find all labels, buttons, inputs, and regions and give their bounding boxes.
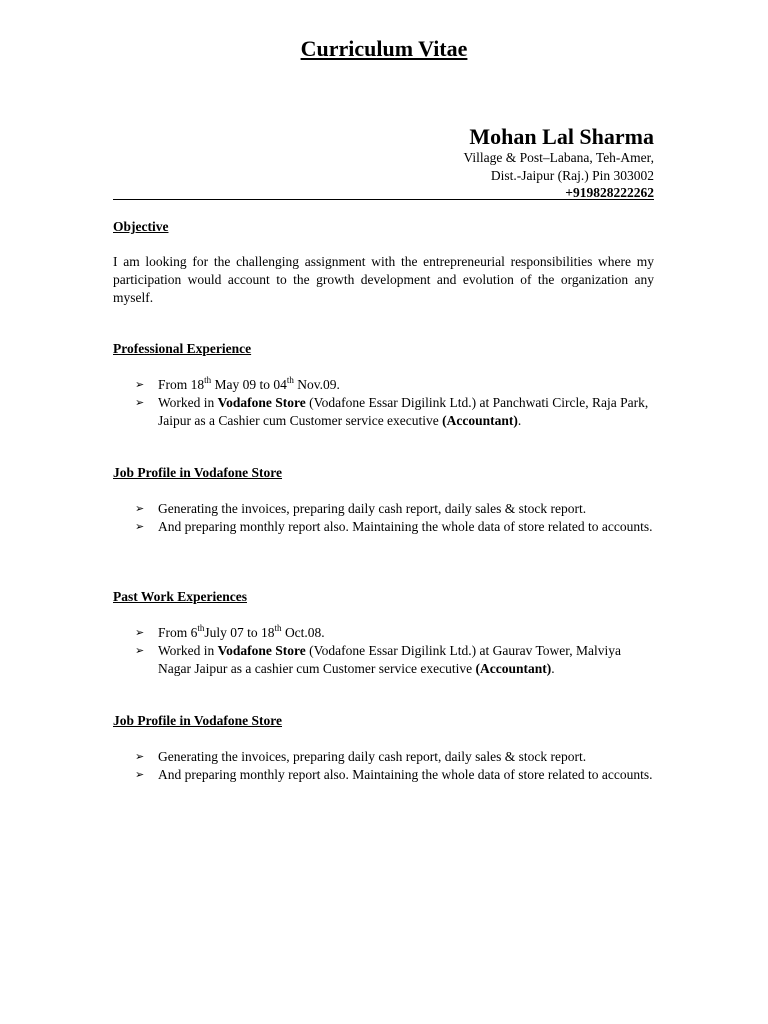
arrow-bullet-icon: ➢ xyxy=(135,644,145,657)
job-profile-list xyxy=(113,748,654,784)
document-title: Curriculum Vitae xyxy=(300,36,468,61)
header-divider xyxy=(113,199,654,200)
phone-number: +919828222262 xyxy=(565,185,654,200)
job-profile-list xyxy=(113,500,654,536)
professional-experience-list xyxy=(113,376,654,430)
candidate-name: Mohan Lal Sharma xyxy=(469,124,654,149)
list-item: ➢ From 6thJuly 07 to 18th Oct.08. xyxy=(135,623,325,640)
job-profile-heading: Job Profile in Vodafone Store xyxy=(113,713,283,728)
past-experience-heading: Past Work Experiences xyxy=(113,589,247,604)
objective-heading: Objective xyxy=(113,219,169,234)
list-item: ➢ Worked in Vodafone Store (Vodafone Essar Digilink Ltd.) at Gaurav Tower, Malviya Nagar Jaipur as a cashier cum Customer service executive (Accountant). xyxy=(135,643,621,676)
list-item: ➢ Worked in Vodafone Store (Vodafone Essar Digilink Ltd.) at Panchwati Circle, Raja Park, Jaipur as a Cashier cum Customer service executive (Accountant). xyxy=(135,395,649,428)
arrow-bullet-icon: ➢ xyxy=(135,396,145,409)
list-item: ➢ Generating the invoices, preparing daily cash report, daily sales & stock report. xyxy=(135,749,587,764)
professional-experience-heading: Professional Experience xyxy=(113,341,252,356)
arrow-bullet-icon: ➢ xyxy=(135,378,145,391)
list-item: ➢ From 18th May 09 to 04th Nov.09. xyxy=(135,375,340,392)
job-profile-heading: Job Profile in Vodafone Store xyxy=(113,465,283,480)
past-experience-list xyxy=(113,624,654,678)
list-item: ➢ Generating the invoices, preparing daily cash report, daily sales & stock report. xyxy=(135,501,587,516)
list-item: ➢ And preparing monthly report also. Maintaining the whole data of store related to accounts. xyxy=(135,767,653,782)
arrow-bullet-icon: ➢ xyxy=(135,626,145,639)
address-line-2: Dist.-Jaipur (Raj.) Pin 303002 xyxy=(490,168,654,183)
arrow-bullet-icon: ➢ xyxy=(135,520,145,533)
list-item: ➢ And preparing monthly report also. Maintaining the whole data of store related to accounts. xyxy=(135,519,653,534)
arrow-bullet-icon: ➢ xyxy=(135,768,145,781)
arrow-bullet-icon: ➢ xyxy=(135,750,145,763)
objective-text: I am looking for the challenging assignment with the entrepreneurial responsibilities where my participation would account to the growth development and evolution of the organization any myself. xyxy=(113,254,654,305)
arrow-bullet-icon: ➢ xyxy=(135,502,145,515)
address-line-1: Village & Post–Labana, Teh-Amer, xyxy=(463,150,654,165)
